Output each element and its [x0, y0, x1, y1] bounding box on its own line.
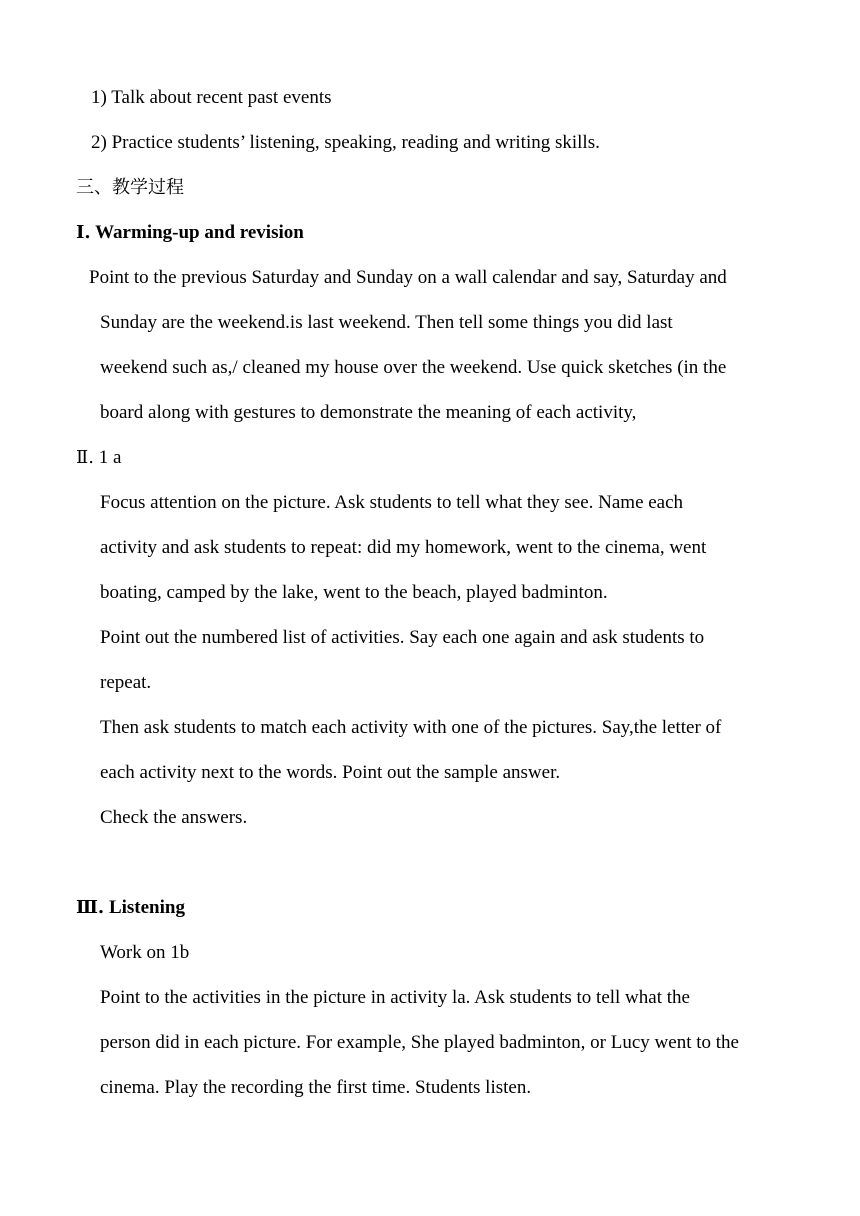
part1-heading-text: Warming-up and revision	[95, 222, 304, 243]
part2-line: repeat.	[100, 672, 152, 693]
part2-heading	[76, 446, 121, 470]
part3-line: Work on 1b	[100, 942, 190, 963]
part1-line: board along with gestures to demonstrate the meaning of each activity,	[100, 402, 637, 423]
part3-heading-text: Listening	[108, 897, 185, 918]
part2-line: boating, camped by the lake, went to the beach, played badminton.	[100, 582, 608, 603]
part1-heading	[76, 221, 304, 245]
part3-numeral: Ⅲ.	[76, 897, 105, 918]
part1-numeral: Ⅰ.	[76, 222, 91, 243]
objective-2: 2) Practice students’ listening, speaking, reading and writing skills.	[91, 132, 600, 153]
part2-line: activity and ask students to repeat: did my homework, went to the cinema, went	[100, 537, 707, 558]
part2-line: Point out the numbered list of activities. Say each one again and ask students to	[100, 627, 705, 648]
part1-line: weekend such as,/ cleaned my house over the weekend. Use quick sketches (in the	[100, 357, 727, 378]
objective-1: 1) Talk about recent past events	[91, 87, 332, 108]
part3-heading	[76, 896, 185, 920]
part2-line: Focus attention on the picture. Ask students to tell what they see. Name each	[100, 492, 684, 513]
part3-line: Point to the activities in the picture in activity la. Ask students to tell what the	[100, 987, 690, 1008]
part2-line: Then ask students to match each activity with one of the pictures. Say,the letter of	[100, 717, 722, 738]
part1-line: Sunday are the weekend.is last weekend. Then tell some things you did last	[100, 312, 673, 333]
part1-line: Point to the previous Saturday and Sunday on a wall calendar and say, Saturday and	[89, 267, 727, 288]
part2-line: Check the answers.	[100, 807, 248, 828]
part2-numeral: Ⅱ.	[76, 447, 94, 468]
section-title: 三、教学过程	[76, 177, 184, 198]
part2-heading-text: 1 a	[98, 447, 122, 468]
part3-line: person did in each picture. For example, She played badminton, or Lucy went to the	[100, 1032, 739, 1053]
part3-line: cinema. Play the recording the first time. Students listen.	[100, 1077, 532, 1098]
part2-line: each activity next to the words. Point out the sample answer.	[100, 762, 561, 783]
